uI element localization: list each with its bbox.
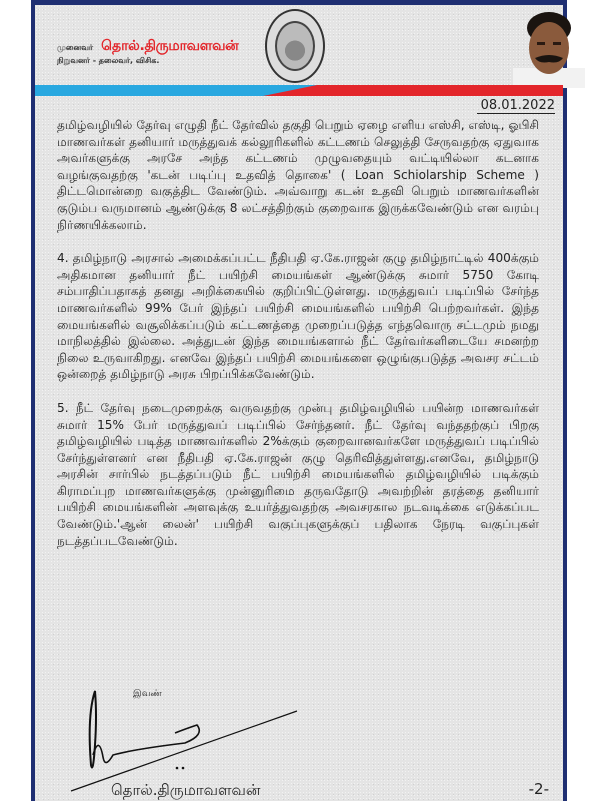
paragraph-point-4: 4. தமிழ்நாடு அரசால் அமைக்கப்பட்ட நீதிபதி ஏ.கே.ராஜன் குழு தமிழ்நாட்டில் 400க்கும் அதிகமான தனியார் நீட் பயிற்சி மையங்கள் ஆண்டுக்கு சுமார் 5750 கோடி சம்பாதிப்பதாகத் தனது அறிக்கையில் குறிப்பிட்டுள்ளது. மருத்துவப் படிப்பில் சேர்ந்த மாணவர்களில் 99% பேர் இந்தப் பயிற்சி மையங்களில் பயிற்சி பெற்றவர்கள். இந்த மையங்களில் வசூலிக்கப்படும் கட்டணத்தை முறைப்படுத்த எந்தவொரு சட்டமும் நமது மாநிலத்தில் இல்லை. அத்துடன் இந்த மையங்களால் நீட் தேர்வர்களிடையே சமனற்ற நிலை உருவாகிறது. எனவே இந்தப் பயிற்சி மையங்களை ஒழுங்குபடுத்த அவசர சட்டம் ஒன்றைத் தமிழ்நாடு அரசு பிறப்பிக்கவேண்டும். bbox=[57, 251, 539, 382]
leopard-emblem-icon bbox=[275, 21, 315, 71]
paragraph-point-5: 5. நீட் தேர்வு நடைமுறைக்கு வருவதற்கு முன்பு தமிழ்வழியில் பயின்ற மாணவர்கள் சுமார் 15% பேர் மருத்துவப் படிப்பில் சேர்ந்தனர். நீட் தேர்வு வந்ததற்குப் பிறகு தமிழ்வழியில் படித்த மாணவர்களில் 2%க்கும் குறைவானவர்களே மருத்துவப் படிப்பில் சேர்ந்துள்ளனர் என நீதிபதி ஏ.கே.ராஜன் குழு தெரிவித்துள்ளது.எனவே, தமிழ்நாடு அரசின் சார்பில் நடத்தப்படும் நீட் பயிற்சி மையங்களில் தமிழ்வழியில் படிக்கும் கிராமப்புற மாணவர்களுக்கு முன்னுரிமை தருவதோடு அவற்றின் தரத்தை தனியார் பயிற்சி மையங்களின் அளவுக்கு உயர்த்துவதற்கு அவசரகால நடவடிக்கை எடுக்கப்பட வேண்டும்.'ஆன் லைன்' பயிற்சி வகுப்புகளுக்குப் பதிலாக நேரடி வகுப்புகள் நடத்தப்படவேண்டும். bbox=[57, 400, 539, 548]
letterhead-subtitle: நிறுவனர் - தலைவர், விசிக. bbox=[57, 56, 160, 65]
signature-label: இவண் bbox=[133, 689, 162, 699]
letter-page bbox=[31, 0, 567, 801]
title-prefix: முனைவர் bbox=[57, 43, 94, 52]
letter-body bbox=[57, 117, 539, 566]
letter-date: 08.01.2022 bbox=[477, 98, 555, 114]
page-number: -2- bbox=[528, 780, 549, 798]
letterhead-title bbox=[57, 35, 238, 56]
leader-name bbox=[101, 38, 238, 54]
letterhead bbox=[35, 5, 563, 113]
handwritten-signature-icon bbox=[65, 685, 325, 795]
signatory-name: தொல்.திருமாவளவன் bbox=[111, 781, 261, 799]
paragraph-loan-scheme: தமிழ்வழியில் தேர்வு எழுதி நீட் தேர்வில் தகுதி பெறும் ஏழை எளிய எஸ்சி, எஸ்டி, ஓபிசி மாணவர்கள் தனியார் மருத்துவக் கல்லூரிகளில் கட்டணம் செலுத்தி சேருவதற்கு ஏதுவாக அவர்களுக்கு அரசே அந்த கட்டணம் முழுவதையும் வட்டியில்லா கடனாக வழங்குவதற்கு 'கடன் படிப்பு உதவித் தொகை' ( Loan Schiolarship Scheme ) திட்டமொன்றை வகுத்திட வேண்டும். அவ்வாறு கடன் உதவி பெறும் மாணவர்களின் குடும்ப வருமானம் ஆண்டுக்கு 8 லட்சத்திற்கும் குறைவாக இருக்கவேண்டும் என வரம்பு நிர்ணயிக்கலாம். bbox=[57, 118, 539, 232]
leader-name-part1: தொல். bbox=[101, 38, 145, 54]
party-emblem-icon bbox=[265, 9, 325, 83]
leader-name-part2: திருமாவளவன் bbox=[144, 38, 239, 54]
leader-portrait-photo bbox=[513, 8, 585, 88]
signature-block bbox=[65, 685, 325, 799]
